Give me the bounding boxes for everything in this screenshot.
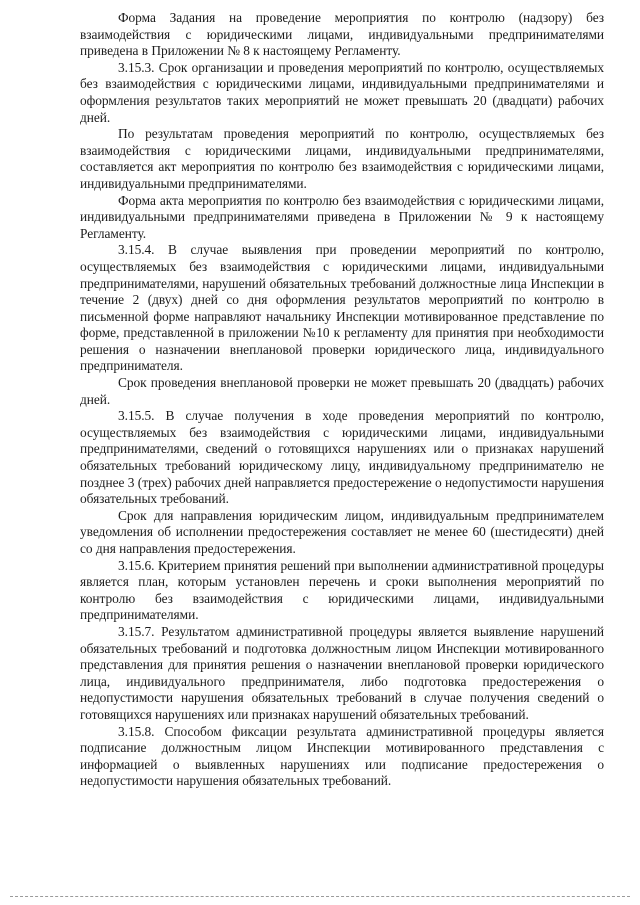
paragraph-form-assignment: Форма Задания на проведение мероприятия по контролю (надзору) без взаимодействия с юридическими лицами, индивидуальными предпринимателями приведена в Приложении № 8 к настоящему Регламенту.	[80, 10, 604, 59]
paragraph-warning-term: Срок для направления юридическим лицом, индивидуальным предпринимателем уведомления об исполнении предостережения составляет не менее 60 (шестидесяти) дней со дня направления предостережения.	[80, 507, 604, 556]
paragraph-act-form: Форма акта мероприятия по контролю без взаимодействия с юридическими лицами, индивидуальными предпринимателями приведена в Приложении № 9 к настоящему Регламенту.	[80, 192, 604, 241]
paragraph-3-15-6: 3.15.6. Критерием принятия решений при выполнении административной процедуры является план, которым установлен перечень и сроки выполнения мероприятий по контролю без взаимодействия с юридическими лицами, индивидуальными предпринимателями.	[80, 557, 604, 623]
paragraph-3-15-7: 3.15.7. Результатом административной процедуры является выявление нарушений обязательных требований и подготовка должностным лицом Инспекции мотивированного представления для принятия решения о назначении внеплановой проверки юридического лица, индивидуального предпринимателя, либо подготовка предостережения о недопустимости нарушения обязательных требований в случае получения сведений о готовящихся нарушениях или признаках нарушений обязательных требований.	[80, 623, 604, 722]
paragraph-3-15-8: 3.15.8. Способом фиксации результата административной процедуры является подписание должностным лицом Инспекции мотивированного представления с информацией о выявленных нарушениях или подписание предостережения о недопустимости нарушения обязательных требований.	[80, 723, 604, 789]
paragraph-unscheduled-term: Срок проведения внеплановой проверки не может превышать 20 (двадцать) рабочих дней.	[80, 375, 604, 407]
page-bottom-divider	[10, 896, 630, 897]
document-page	[80, 10, 604, 790]
paragraph-3-15-3: 3.15.3. Срок организации и проведения мероприятий по контролю, осуществляемых без взаимодействия с юридическими лицами, индивидуальными предпринимателями и оформления результатов таких мероприятий не может превышать 20 (двадцати) рабочих дней.	[80, 59, 604, 125]
paragraph-3-15-4: 3.15.4. В случае выявления при проведении мероприятий по контролю, осуществляемых без взаимодействия с юридическими лицами, индивидуальными предпринимателями, нарушений обязательных требований должностные лица Инспекции в течение 2 (двух) дней со дня оформления результатов мероприятий по контролю в письменной форме направляют начальнику Инспекции мотивированное представление по форме, представленной в приложении №10 к регламенту для принятия при необходимости решения о назначении внеплановой проверки юридического лица, индивидуального предпринимателя.	[80, 242, 604, 374]
paragraph-act-drawn-up: По результатам проведения мероприятий по контролю, осуществляемых без взаимодействия с юридическими лицами, индивидуальными предпринимателями, составляется акт мероприятия по контролю без взаимодействия с юридическими лицами, индивидуальными предпринимателями.	[80, 126, 604, 191]
paragraph-3-15-5: 3.15.5. В случае получения в ходе проведения мероприятий по контролю, осуществляемых без взаимодействия с юридическими лицами, индивидуальными предпринимателями, сведений о готовящихся нарушениях или о признаках нарушений обязательных требований юридическому лицу, индивидуальному предпринимателю не позднее 3 (трех) рабочих дней направляется предостережение о недопустимости нарушения обязательных требований.	[80, 408, 604, 507]
